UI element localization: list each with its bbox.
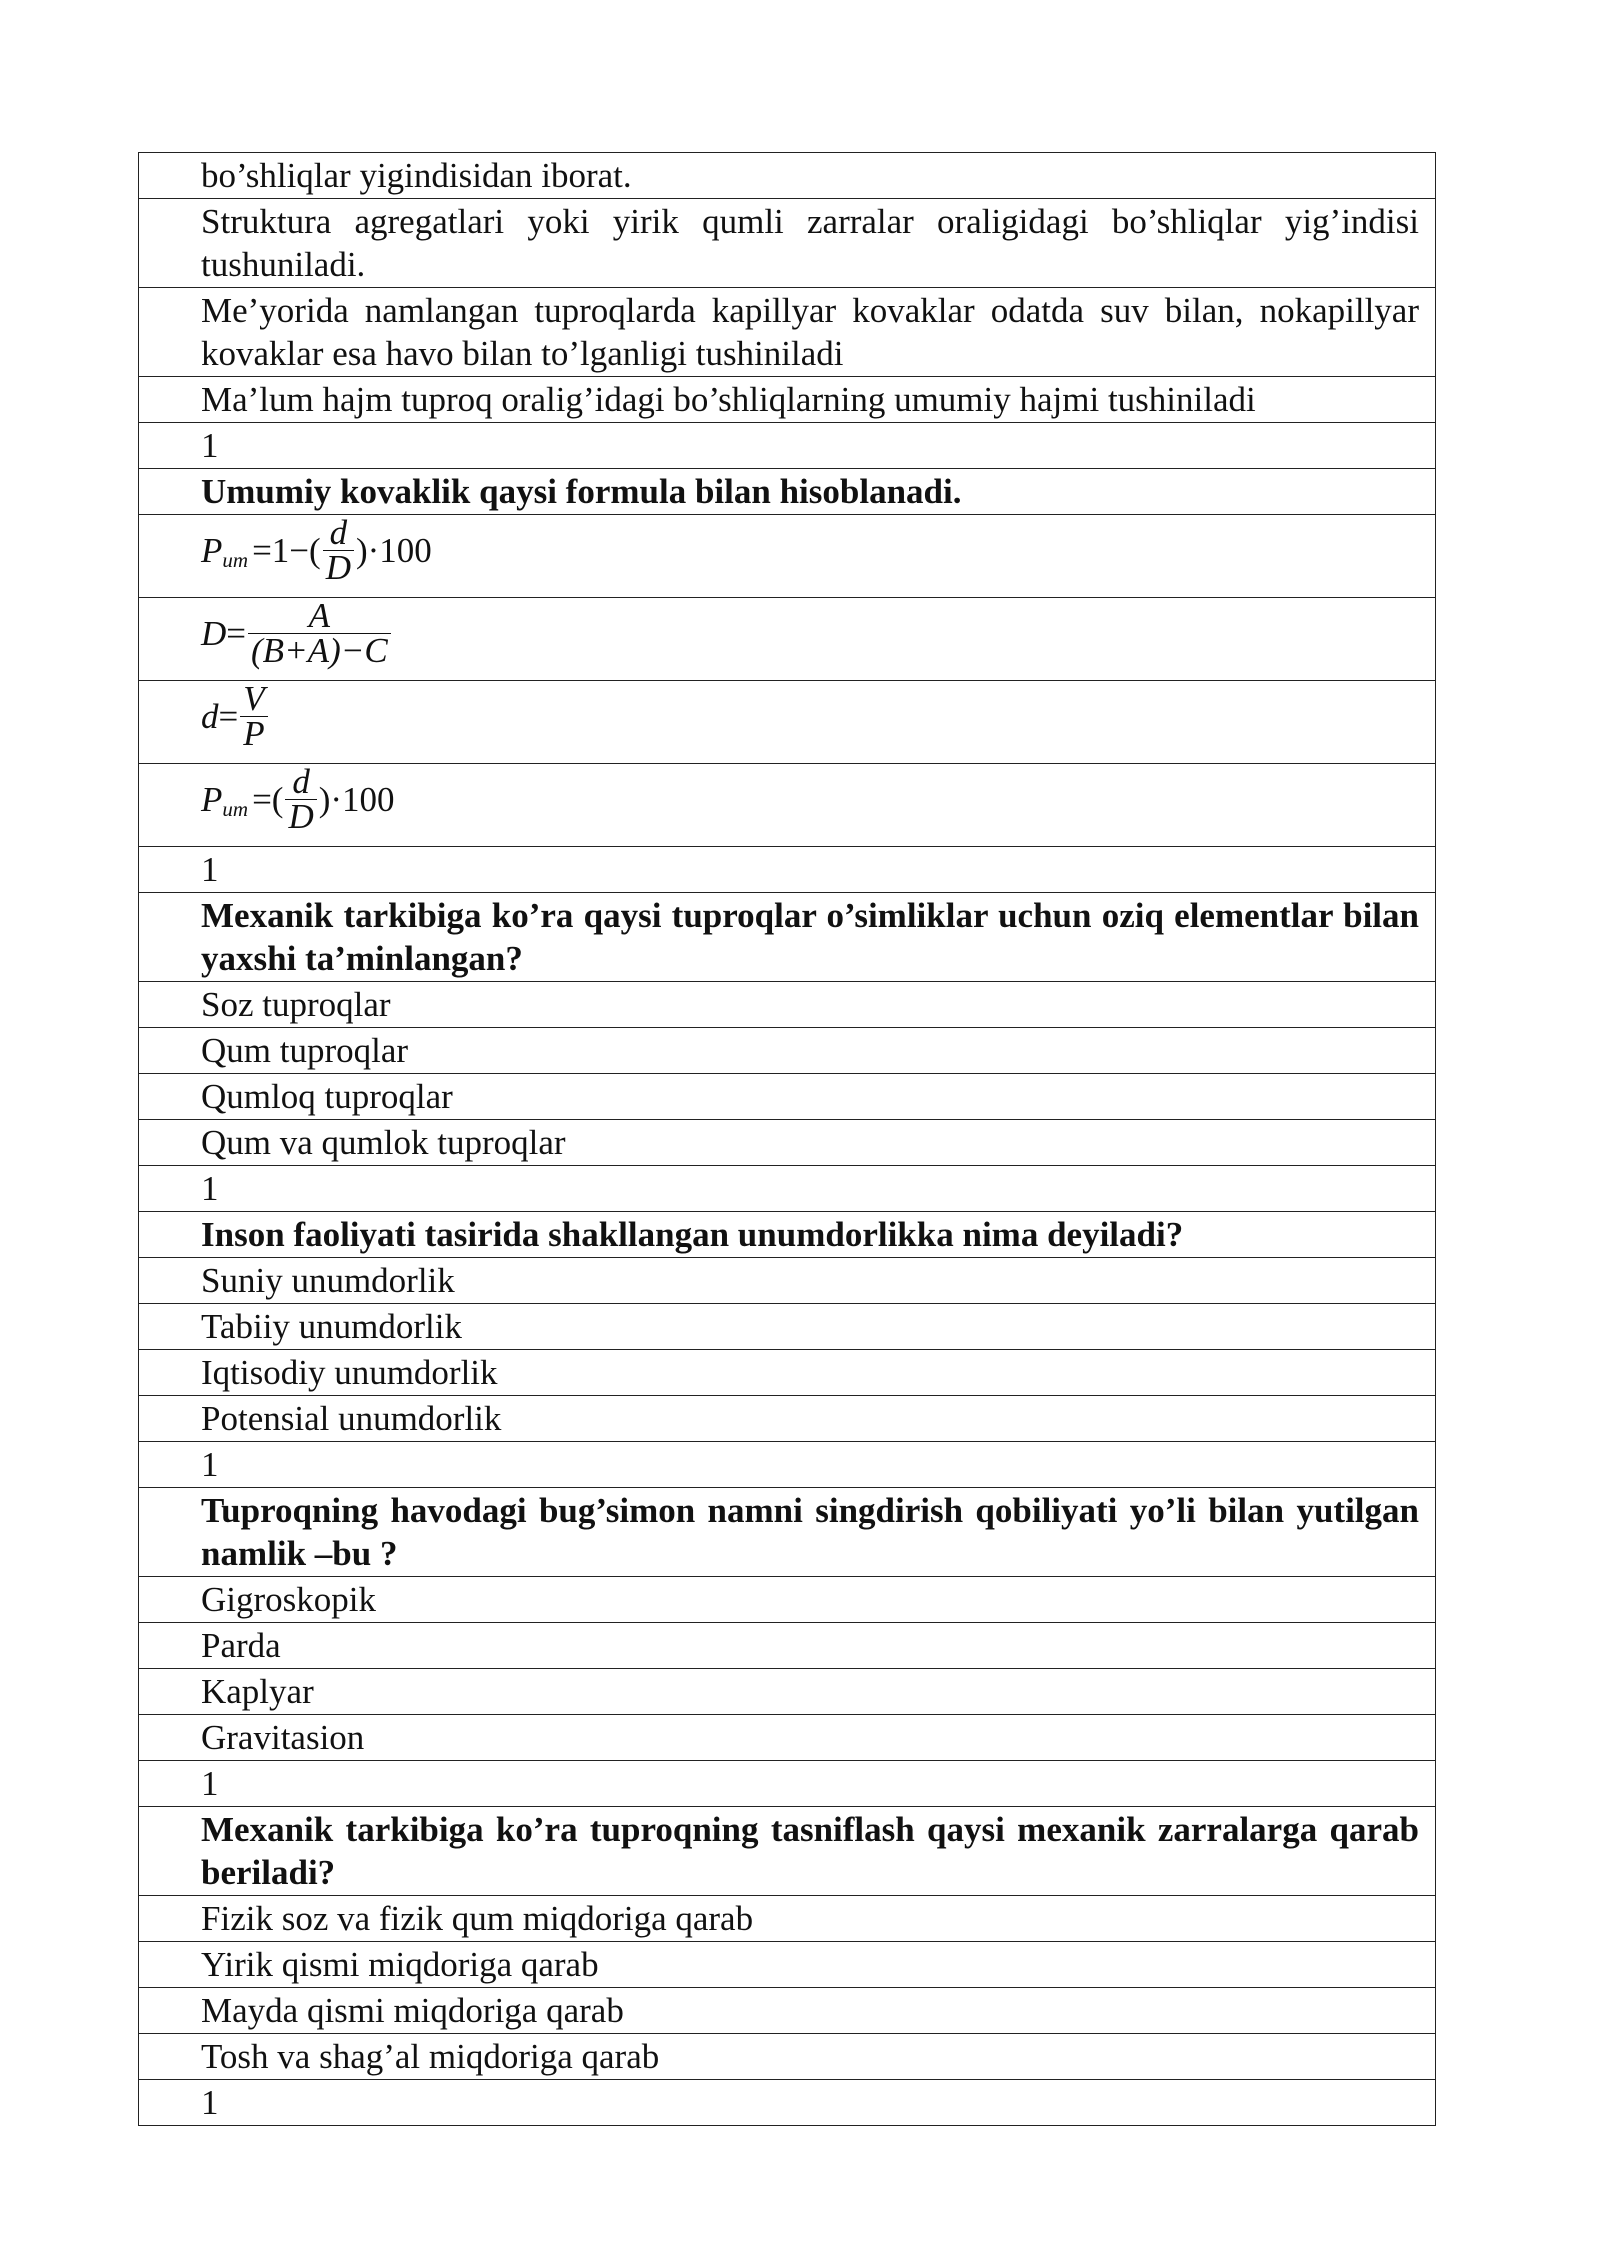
question-number: 1 (139, 1166, 1436, 1212)
answer-option: Tabiiy unumdorlik (139, 1304, 1436, 1350)
table-row (139, 893, 1436, 982)
formula (201, 513, 432, 587)
question-text: Tuproqning havodagi bug’simon namni singdirish qobiliyati yo’li bilan yutilgan namlik –bu ? (139, 1488, 1436, 1577)
table-row (139, 1212, 1436, 1258)
table-row (139, 1350, 1436, 1396)
table-row (139, 1028, 1436, 1074)
formula-subscript: um (222, 548, 249, 572)
fraction (285, 762, 316, 836)
formula-equals: = (218, 697, 239, 736)
fraction (323, 513, 354, 587)
table-row (139, 681, 1436, 764)
fraction-denominator: D (285, 799, 316, 834)
table-row (139, 598, 1436, 681)
question-number: 1 (139, 2080, 1436, 2126)
fraction-denominator: P (240, 716, 267, 751)
fraction-denominator: (B+A)−C (248, 633, 391, 668)
formula-lhs: P (201, 780, 223, 819)
question-number: 1 (139, 1761, 1436, 1807)
answer-option: Me’yorida namlangan tuproqlarda kapillyar kovaklar odatda suv bilan, nokapillyar kovaklar esa havo bilan to’lganligi tushiniladi (139, 288, 1436, 377)
question-text: Mexanik tarkibiga ko’ra qaysi tuproqlar o’simliklar uchun oziq elementlar bilan yaxshi ta’minlangan? (139, 893, 1436, 982)
answer-option: Fizik soz va fizik qum miqdoriga qarab (139, 1896, 1436, 1942)
table-row (139, 423, 1436, 469)
fraction-denominator: D (323, 550, 354, 585)
formula (201, 596, 393, 670)
table-row (139, 764, 1436, 847)
answer-option: Qum va qumlok tuproqlar (139, 1120, 1436, 1166)
table-row (139, 153, 1436, 199)
question-number: 1 (139, 423, 1436, 469)
table-row (139, 1942, 1436, 1988)
question-text: Inson faoliyati tasirida shakllangan unumdorlikka nima deyiladi? (139, 1212, 1436, 1258)
table-row (139, 1120, 1436, 1166)
table-row (139, 1074, 1436, 1120)
answer-option: Kaplyar (139, 1669, 1436, 1715)
table-row (139, 1623, 1436, 1669)
table-row (139, 1669, 1436, 1715)
fraction-numerator: V (243, 679, 265, 718)
formula-suffix: )·100 (318, 780, 395, 819)
table-row (139, 1807, 1436, 1896)
table-row (139, 1442, 1436, 1488)
formula-prefix: =1−( (252, 531, 321, 570)
table-row (139, 1258, 1436, 1304)
table-row (139, 1488, 1436, 1577)
answer-option: Mayda qismi miqdoriga qarab (139, 1988, 1436, 2034)
table-row (139, 1396, 1436, 1442)
table-row (139, 469, 1436, 515)
table-row (139, 982, 1436, 1028)
formula (201, 762, 395, 836)
fraction-numerator: d (292, 762, 310, 801)
fraction-numerator: A (308, 596, 331, 635)
answer-option: Soz tuproqlar (139, 982, 1436, 1028)
question-number: 1 (139, 847, 1436, 893)
question-number: 1 (139, 1442, 1436, 1488)
quiz-table (138, 152, 1436, 2126)
formula-lhs: D (201, 614, 227, 653)
answer-option: Iqtisodiy unumdorlik (139, 1350, 1436, 1396)
answer-option: Qum tuproqlar (139, 1028, 1436, 1074)
question-text: Mexanik tarkibiga ko’ra tuproqning tasniflash qaysi mexanik zarralarga qarab beriladi? (139, 1807, 1436, 1896)
table-row (139, 1761, 1436, 1807)
table-row (139, 199, 1436, 288)
table-row (139, 515, 1436, 598)
table-row (139, 1577, 1436, 1623)
table-row (139, 1715, 1436, 1761)
formula-option (139, 598, 1436, 681)
table-row (139, 847, 1436, 893)
answer-option: Qumloq tuproqlar (139, 1074, 1436, 1120)
document-page (138, 152, 1436, 2126)
table-row (139, 1896, 1436, 1942)
formula (201, 679, 270, 753)
table-row (139, 1988, 1436, 2034)
answer-option: Ma’lum hajm tuproq oralig’idagi bo’shliqlarning umumiy hajmi tushiniladi (139, 377, 1436, 423)
formula-lhs: d (201, 697, 219, 736)
answer-option: Tosh va shag’al miqdoriga qarab (139, 2034, 1436, 2080)
fraction (248, 596, 391, 670)
fraction-numerator: d (329, 513, 348, 552)
formula-option (139, 515, 1436, 598)
answer-option: Suniy unumdorlik (139, 1258, 1436, 1304)
answer-option: bo’shliqlar yigindisidan iborat. (139, 153, 1436, 199)
formula-equals: = (226, 614, 247, 653)
formula-option (139, 764, 1436, 847)
answer-option: Struktura agregatlari yoki yirik qumli zarralar oraligidagi bo’shliqlar yig’indisi tushuniladi. (139, 199, 1436, 288)
formula-lhs: P (201, 531, 223, 570)
answer-option: Gigroskopik (139, 1577, 1436, 1623)
table-row (139, 288, 1436, 377)
fraction (240, 679, 267, 753)
answer-option: Yirik qismi miqdoriga qarab (139, 1942, 1436, 1988)
answer-option: Gravitasion (139, 1715, 1436, 1761)
formula-subscript: um (222, 797, 249, 821)
table-row (139, 1304, 1436, 1350)
question-text: Umumiy kovaklik qaysi formula bilan hisoblanadi. (139, 469, 1436, 515)
table-row (139, 2080, 1436, 2126)
formula-option (139, 681, 1436, 764)
table-row (139, 2034, 1436, 2080)
table-row (139, 1166, 1436, 1212)
table-row (139, 377, 1436, 423)
answer-option: Parda (139, 1623, 1436, 1669)
answer-option: Potensial unumdorlik (139, 1396, 1436, 1442)
formula-prefix: =( (252, 780, 284, 819)
formula-suffix: )·100 (355, 531, 432, 570)
